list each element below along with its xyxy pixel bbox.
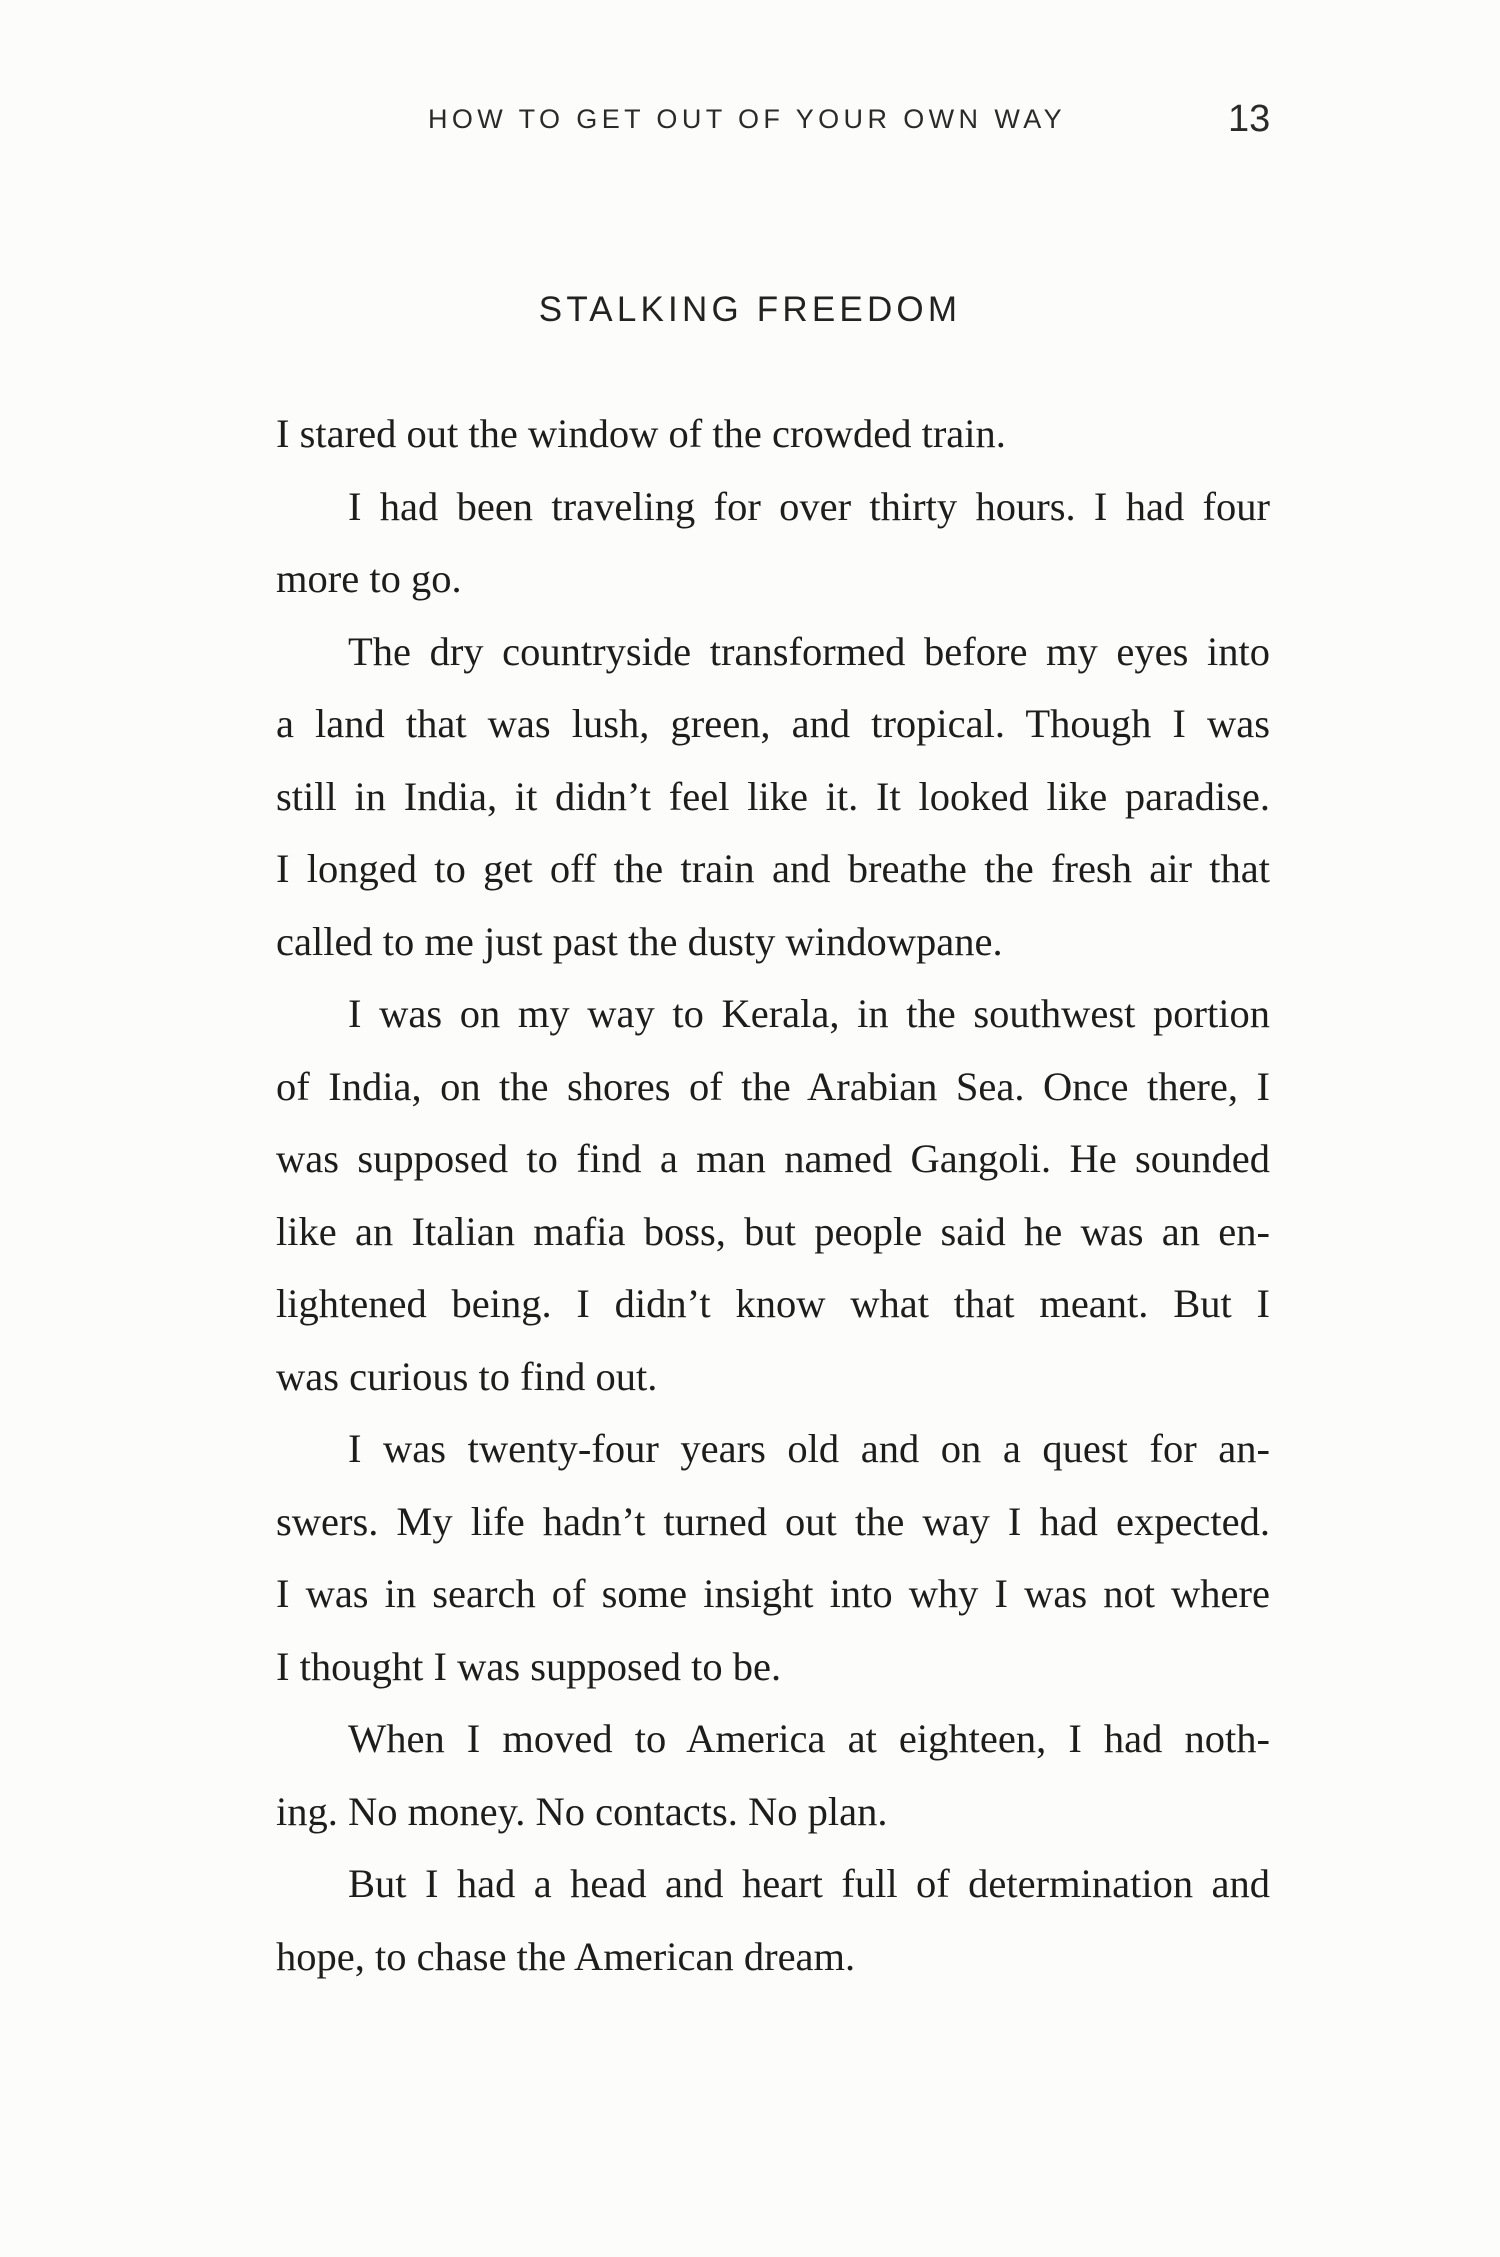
text-line: a land that was lush, green, and tropical. Though I was bbox=[276, 701, 1270, 746]
paragraph bbox=[276, 398, 1270, 471]
page-number: 13 bbox=[1228, 98, 1271, 140]
paragraph bbox=[276, 616, 1270, 979]
text-line: hope, to chase the American dream. bbox=[276, 1933, 856, 1979]
text-line: was supposed to find a man named Gangoli. He sounded bbox=[276, 1136, 1270, 1181]
body-text bbox=[276, 398, 1270, 1993]
running-head bbox=[0, 100, 1500, 150]
text-line: But I had a head and heart full of determination and bbox=[348, 1861, 1270, 1906]
text-line: lightened being. I didn’t know what that meant. But I bbox=[276, 1281, 1270, 1326]
text-line: more to go. bbox=[276, 556, 462, 601]
text-line: I was on my way to Kerala, in the southwest portion bbox=[348, 991, 1270, 1036]
text-line: called to me just past the dusty windowpane. bbox=[276, 918, 1003, 964]
text-line: When I moved to America at eighteen, I had noth- bbox=[348, 1716, 1270, 1761]
text-line: swers. My life hadn’t turned out the way I had expected. bbox=[276, 1498, 1270, 1544]
text-line: I stared out the window of the crowded train. bbox=[276, 411, 1006, 456]
paragraph bbox=[276, 471, 1270, 616]
running-title: HOW TO GET OUT OF YOUR OWN WAY bbox=[428, 104, 1067, 134]
paragraph bbox=[276, 1848, 1270, 1993]
text-line: The dry countryside transformed before my eyes into bbox=[348, 628, 1270, 674]
text-line: I thought I was supposed to be. bbox=[276, 1643, 782, 1689]
text-line: I was twenty-four years old and on a quest for an- bbox=[348, 1426, 1270, 1471]
text-line: I had been traveling for over thirty hours. I had four bbox=[348, 483, 1270, 529]
paragraph bbox=[276, 1413, 1270, 1703]
paragraph bbox=[276, 1703, 1270, 1848]
paragraph bbox=[276, 978, 1270, 1413]
text-line: still in India, it didn’t feel like it. It looked like paradise. bbox=[276, 773, 1270, 819]
text-line: like an Italian mafia boss, but people said he was an en- bbox=[276, 1208, 1270, 1254]
text-line: was curious to find out. bbox=[276, 1353, 658, 1399]
text-line: of India, on the shores of the Arabian Sea. Once there, I bbox=[276, 1063, 1270, 1109]
text-line: I was in search of some insight into why I was not where bbox=[276, 1571, 1270, 1616]
text-line: ing. No money. No contacts. No plan. bbox=[276, 1788, 888, 1834]
text-line: I longed to get off the train and breathe the fresh air that bbox=[276, 846, 1270, 891]
section-title: STALKING FREEDOM bbox=[538, 290, 962, 329]
